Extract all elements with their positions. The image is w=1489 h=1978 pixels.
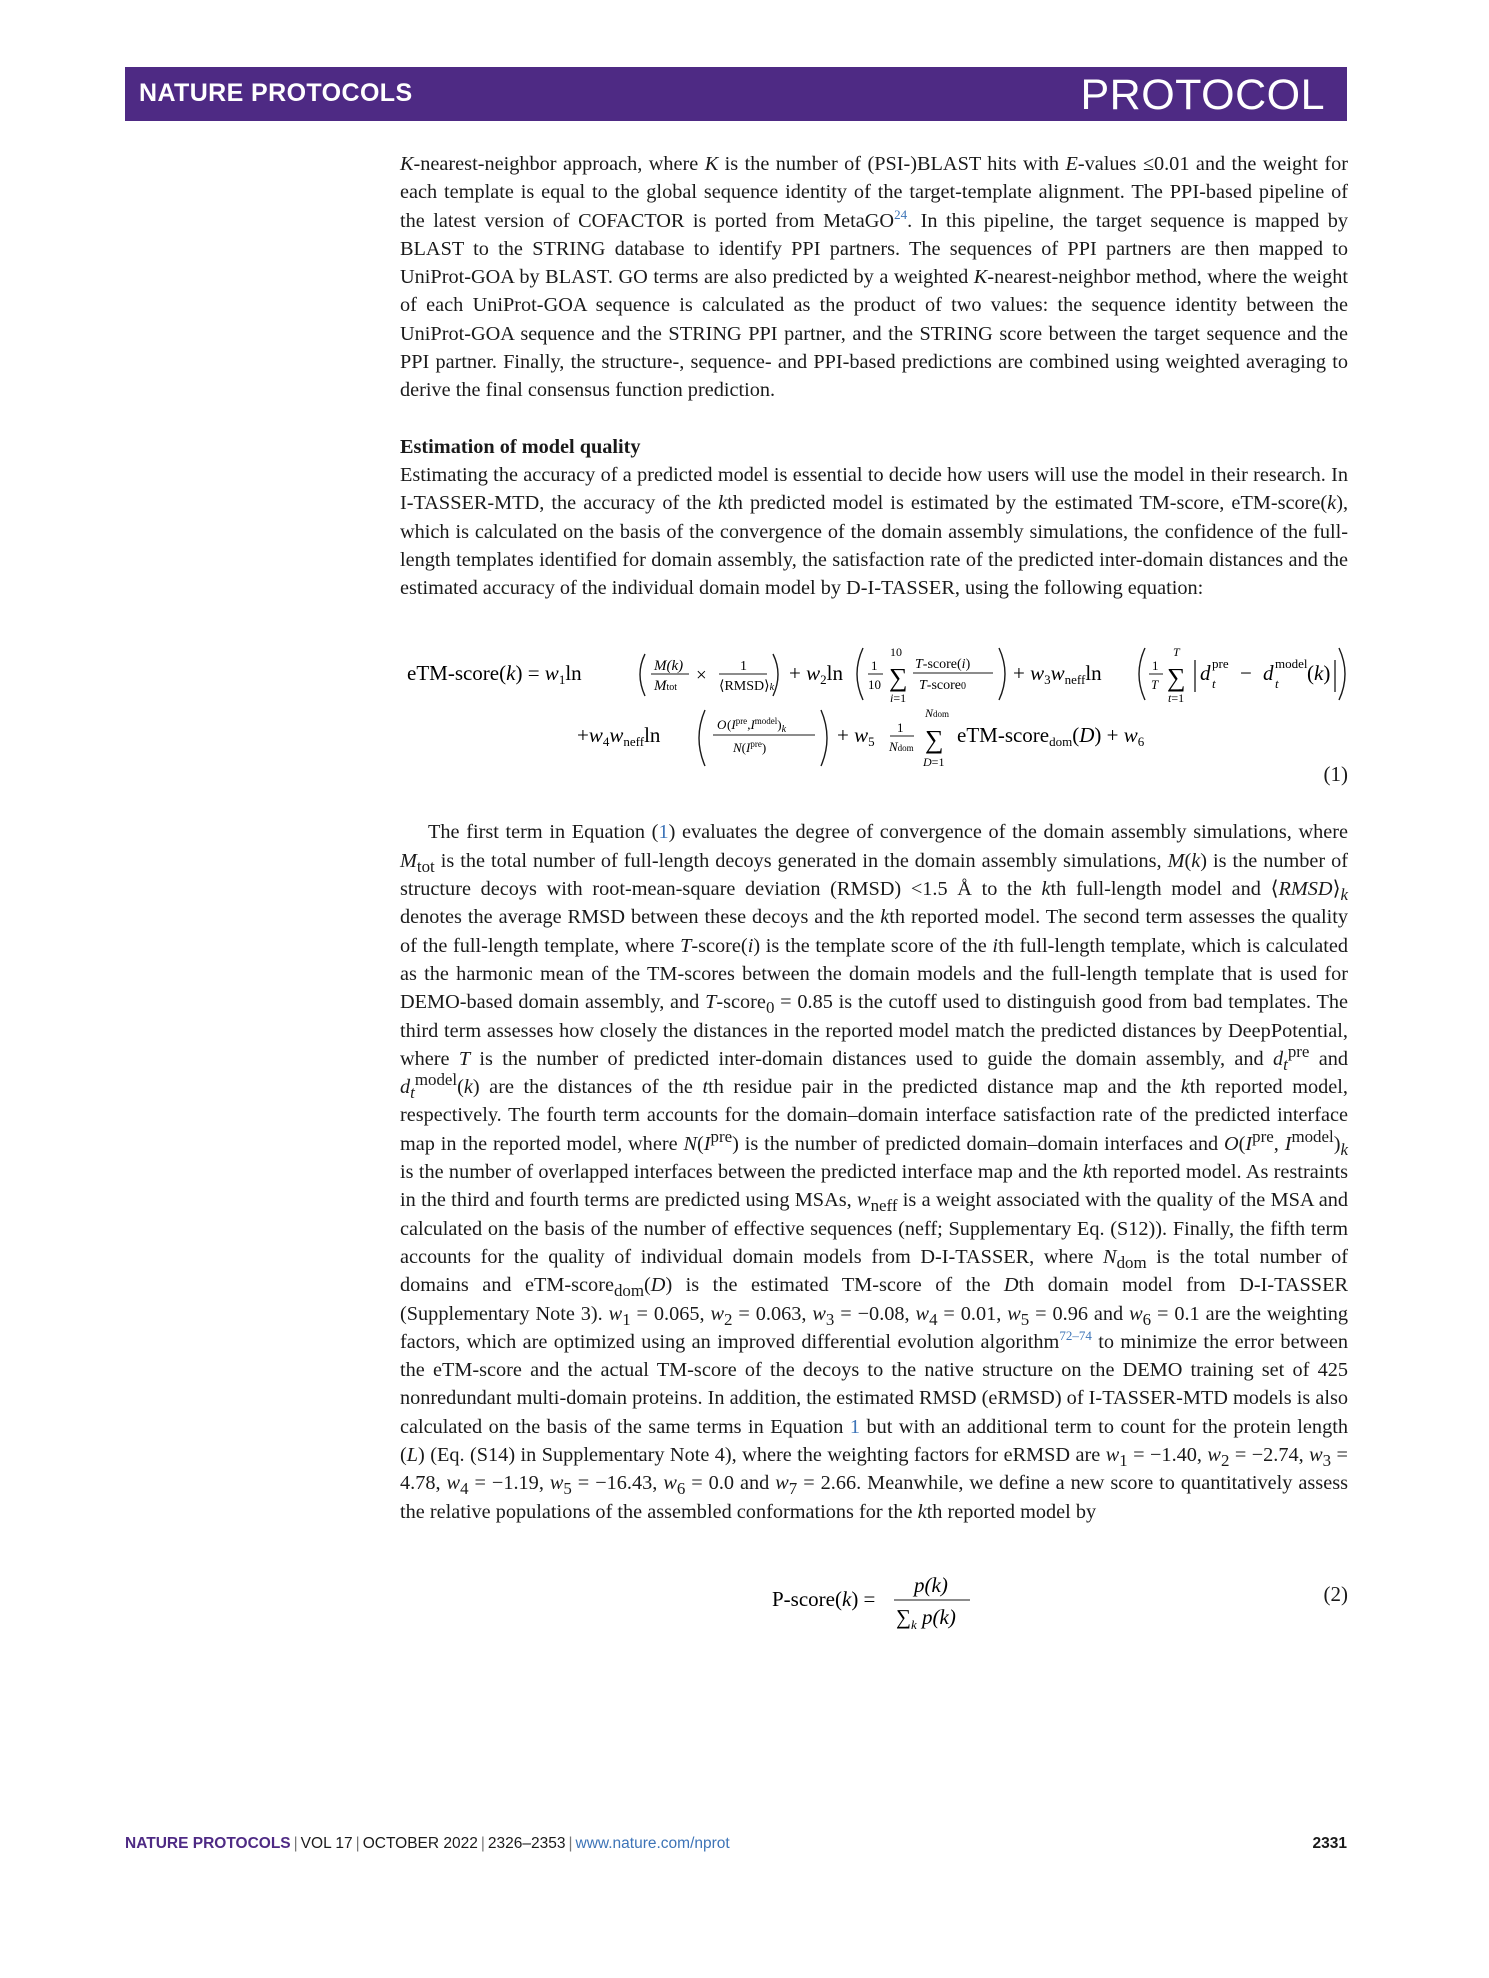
svg-text:+ w5: + w5 bbox=[837, 723, 875, 750]
footer-date: OCTOBER 2022 bbox=[362, 1835, 478, 1852]
svg-text:model: model bbox=[1275, 656, 1308, 672]
svg-text:pre: pre bbox=[1212, 656, 1229, 672]
svg-text:t: t bbox=[1212, 676, 1216, 692]
svg-text:−: − bbox=[1240, 661, 1252, 686]
svg-text:∑k p(k): $\sum_k$ p(k) bbox=[896, 1604, 956, 1632]
equation-2 bbox=[400, 1560, 1348, 1638]
svg-text:10: 10 bbox=[868, 677, 881, 693]
equation-link[interactable]: 1 bbox=[849, 1415, 861, 1438]
citation-link[interactable]: 24 bbox=[894, 206, 908, 222]
footer-url-link[interactable]: www.nature.com/nprot bbox=[575, 1835, 730, 1852]
svg-text:∑: ∑ bbox=[1167, 663, 1186, 693]
svg-text:P-score(k) =: P-score(k) = bbox=[772, 1586, 876, 1611]
svg-text:1: 1 bbox=[1152, 658, 1159, 674]
svg-text:(k): (k) bbox=[1307, 661, 1331, 686]
page-number: 2331 bbox=[1312, 1835, 1347, 1852]
svg-text:+w4wneffln: +w4wneffln bbox=[577, 723, 661, 750]
equation-2-formula bbox=[772, 1570, 1012, 1636]
svg-text:Ndom: Ndom bbox=[925, 706, 950, 721]
svg-text:1: 1 bbox=[740, 659, 747, 675]
svg-text:O: O bbox=[717, 717, 727, 733]
svg-text:T-score0: T-score0 bbox=[919, 678, 966, 694]
paragraph-2: Estimating the accuracy of a predicted model is essential to decide how users will use the model in their research. In I-TASSER-MTD, the accuracy of the kth predicted model is estimated by the estimated TM-score, eTM-score(k), which is calculated on the basis of the convergence of the domain assembly simulations, the confidence of the full-length templates identified for domain assembly, the satisfaction rate of the predicted inter-domain distances and the estimated accuracy of the individual domain model by D-I-TASSER, using the following equation: bbox=[400, 463, 1349, 600]
equation-1-line-2 bbox=[577, 704, 1145, 774]
svg-text:d: d bbox=[1263, 661, 1274, 686]
svg-text:∑: ∑ bbox=[889, 663, 908, 693]
footer-pages: 2326–2353 bbox=[487, 1835, 566, 1852]
svg-text:T: T bbox=[1173, 645, 1180, 660]
svg-text:+ w3wneffln: + w3wneffln bbox=[1013, 661, 1102, 688]
section-heading: Estimation of model quality bbox=[400, 435, 641, 458]
svg-text:t: t bbox=[1275, 676, 1279, 692]
footer-volume: VOL 17 bbox=[300, 1835, 353, 1852]
paragraph-1: K-nearest-neighbor approach, where K is the number of (PSI-)BLAST hits with E-values ≤0.01 and the weight for each template is equal to the global sequence identity of the target-template alignment. The PPI-based pipeline of the latest version of COFACTOR is ported from MetaGO$^{24}$. In this pipeline, the target sequence is mapped by BLAST to the STRING database to identify PPI partners. The sequences of PPI partners are then mapped to UniProt-GOA by BLAST. GO terms are also predicted by a weighted K-nearest-neighbor method, where the weight of each UniProt-GOA sequence is calculated as the product of two values: the sequence identity between the UniProt-GOA sequence and the STRING PPI partner, and the STRING score between the target sequence and the PPI partner. Finally, the structure-, sequence- and PPI-based predictions are combined using weighted averaging to derive the final consensus function prediction. bbox=[400, 153, 1348, 402]
equation-link[interactable]: 1 bbox=[658, 821, 669, 844]
svg-text:M(k): M(k) bbox=[654, 658, 684, 675]
svg-text:10: 10 bbox=[890, 645, 902, 660]
svg-text:Mtot: Mtot bbox=[654, 678, 678, 695]
article-body bbox=[400, 150, 1348, 1638]
svg-text:d: d bbox=[1200, 661, 1211, 686]
journal-name: NATURE PROTOCOLS bbox=[139, 79, 413, 107]
svg-text:eTM-score(k) = w1ln: eTM-score(k) = w1ln bbox=[407, 661, 582, 688]
citation-link[interactable]: 72–74 bbox=[1059, 1328, 1092, 1344]
svg-text:1: 1 bbox=[897, 720, 904, 736]
equation-1 bbox=[400, 618, 1348, 798]
svg-text:eTM-scoredom(D) + w6: eTM-scoredom(D) + w6 bbox=[957, 723, 1145, 750]
svg-text:(Ipre,Imodel)k: $(I^{pre},I^{model})_k$ bbox=[727, 716, 787, 736]
svg-text:t=1: t=1 bbox=[1168, 691, 1185, 706]
page-footer: NATURE PROTOCOLS | VOL 17 | OCTOBER 2022 | 2326–2353 | www.nature.com/nprot 2331 bbox=[125, 1835, 1347, 1852]
footer-journal: NATURE PROTOCOLS bbox=[125, 1835, 291, 1852]
equation-1-number: (1) bbox=[1323, 762, 1348, 787]
svg-text:T: T bbox=[1151, 677, 1159, 693]
svg-text:+ w2ln: + w2ln bbox=[789, 661, 843, 688]
svg-text:∑: ∑ bbox=[925, 725, 944, 755]
svg-text:p(k): p(k) bbox=[914, 1572, 948, 1597]
svg-text:⟨RMSD⟩k: ⟨RMSD⟩k bbox=[719, 679, 775, 695]
equation-1-line-1 bbox=[407, 640, 1347, 706]
svg-text:i=1: i=1 bbox=[890, 691, 907, 706]
svg-text:×: × bbox=[696, 665, 707, 687]
svg-text:1: 1 bbox=[871, 658, 878, 674]
journal-header-bar bbox=[125, 67, 1347, 121]
svg-text:T-score(i): T-score(i) bbox=[915, 657, 971, 673]
svg-text:D=1: D=1 bbox=[923, 755, 945, 770]
paragraph-3: The first term in Equation (1) evaluates the degree of convergence of the domain assembly simulations, where $M_{tot}$ is the total number of full-length decoys generated in the domain assembly simulations, M(k) is the number of structure decoys with root-mean-square deviation (RMSD) <1.5 Å to the kth full-length model and $⟨RMSD⟩_k$ denotes the average RMSD between these decoys and the kth reported model. The second term assesses the quality of the full-length template, where T-score(i) is the template score of the ith full-length template, which is calculated as the harmonic mean of the TM-scores between the domain models and the full-length template that is used for DEMO-based domain assembly, and T-score$_0$ = 0.85 is the cutoff used to distinguish good from bad templates. The third term assesses how closely the distances in the reported model match the predicted distances by DeepPotential, where T is the number of predicted inter-domain distances used to guide the domain assembly, and $d_t^{pre}$ and $d_t^{model}(k)$ are the distances of the tth residue pair in the predicted distance map and the kth reported model, respectively. The fourth term accounts for the domain–domain interface satisfaction rate of the predicted interface map in the reported model, where $N(I^{pre})$ is the number of predicted domain–domain interfaces and $O(I^{pre}$, $I^{model})_k$ is the number of overlapped interfaces between the predicted interface map and the kth reported model. As restraints in the third and fourth terms are predicted using MSAs, $w_{neff}$ is a weight associated with the quality of the MSA and calculated on the basis of the number of effective sequences (neff; Supplementary Eq. (S12)). Finally, the fifth term accounts for the quality of individual domain models from D-I-TASSER, where $N_{dom}$ is the total number of domains and eTM-score$_{dom}$(D) is the estimated TM-score of the Dth domain model from D-I-TASSER (Supplementary Note 3). $w_1 = 0.065$, $w_2 = 0.063$, $w_3 = -0.08$, $w_4 = 0.01$, $w_5 = 0.96$ and $w_6 = 0.1$ are the weighting factors, which are optimized using an improved differential evolution algorithm$^{72-74}$ to minimize the error between the eTM-score and the actual TM-score of the decoys to the native structure on the DEMO training set of 425 nonredundant multi-domain proteins. In addition, the estimated RMSD (eRMSD) of I-TASSER-MTD models is also calculated on the basis of the same terms in Equation 1 but with an additional term to count for the protein length (L) (Eq. (S14) in Supplementary Note 4), where the weighting factors for eRMSD are $w_1 = -1.40$, $w_2 = -2.74$, $w_3 = 4.78$, $w_4 = -1.19$, $w_5 = -16.43$, $w_6 = 0.0$ and $w_7 = 2.66$. Meanwhile, we define a new score to quantitatively assess the relative populations of the assembled conformations for the kth reported model by bbox=[400, 821, 1349, 1523]
svg-text:N(Ipre): $N(I^{pre})$ bbox=[733, 739, 767, 756]
svg-text:Ndom: Ndom bbox=[889, 739, 914, 755]
equation-2-number: (2) bbox=[1323, 1581, 1348, 1606]
article-type: PROTOCOL bbox=[1080, 71, 1325, 119]
